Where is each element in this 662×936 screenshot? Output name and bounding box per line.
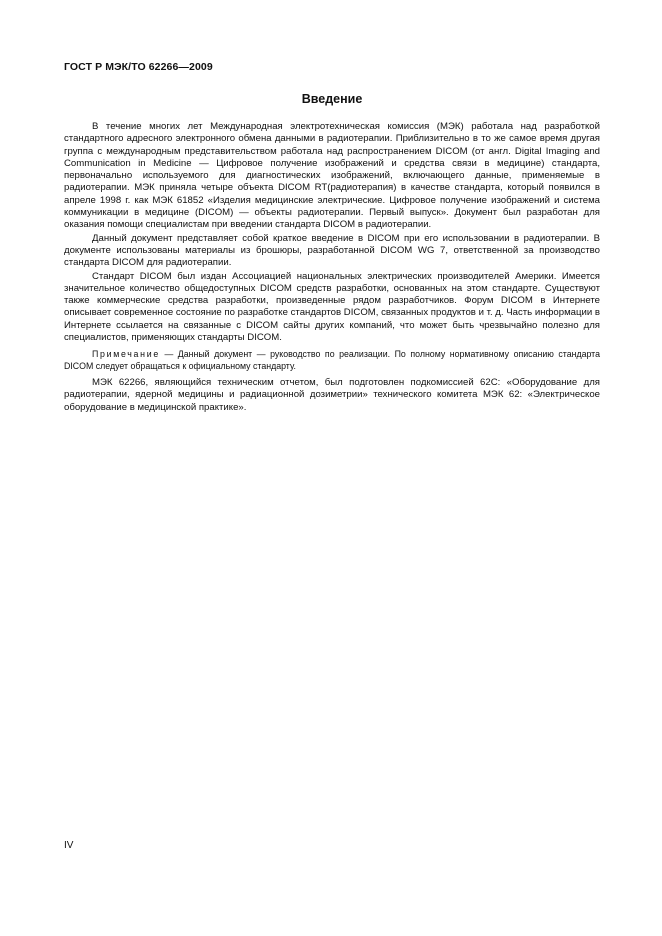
standard-header: ГОСТ Р МЭК/ТО 62266—2009: [64, 61, 213, 73]
paragraph-1: В течение многих лет Международная электротехническая комиссия (МЭК) работала над разработкой стандартного адресного электронного обмена данными в радиотерапии. Приблизительно в то же самое время другая группа с международным представительством работала над распространением DICOM (от англ. Digital Imaging and Communication in Medicine — Цифровое получение изображений и средства связи в медицине) стандарта, первоначально используемого для диагностических изображений, включающего данные, применяемые в радиотерапии. МЭК приняла четыре объекта DICOM RT(радиотерапия) в качестве стандарта, который появился в апреле 1998 г. как МЭК 61852 «Изделия медицинские электрические. Цифровое получение изображений и система коммуникации в медицине (DICOM) — объекты радиотерапии. Первый выпуск». Документ был разработан для оказания помощи специалистам при введении стандарта DICOM в радиотерапии.: [64, 121, 600, 231]
document-body: [64, 121, 600, 415]
paragraph-3: Стандарт DICOM был издан Ассоциацией национальных электрических производителей Америки. Имеется значительное количество общедоступных DICOM средств разработки, основанных на этом стандарте. Существуют также коммерческие средства разработки, произведенные рядом разработчиков. Форум DICOM в Интернете описывает современное состояние по разработке стандартов DICOM, связанных продуктов и т. д. Часть информации в Интернете ссылается на связанные с DICOM сайты других компаний, что может быть чрезвычайно полезно для специалистов, применяющих стандарты DICOM.: [64, 270, 600, 344]
paragraph-2: Данный документ представляет собой краткое введение в DICOM при его использовании в радиотерапии. В документе использованы материалы из брошюры, разработанной DICOM WG 7, ответственной за производство стандарта DICOM для радиотерапии.: [64, 232, 600, 269]
note-text: — Данный документ — руководство по реализации. По полному нормативному описанию стандарта DICOM следует обращаться к официальному стандарту.: [64, 349, 600, 371]
page-number: IV: [64, 840, 74, 851]
note: [64, 349, 600, 372]
paragraph-4: МЭК 62266, являющийся техническим отчетом, был подготовлен подкомиссией 62С: «Оборудование для радиотерапии, ядерной медицины и радиационной дозиметрии» технического комитета МЭК 62: «Электрическое оборудование в медицинской практике».: [64, 376, 600, 413]
note-label: Примечание: [92, 349, 160, 360]
page-title: Введение: [301, 92, 363, 106]
